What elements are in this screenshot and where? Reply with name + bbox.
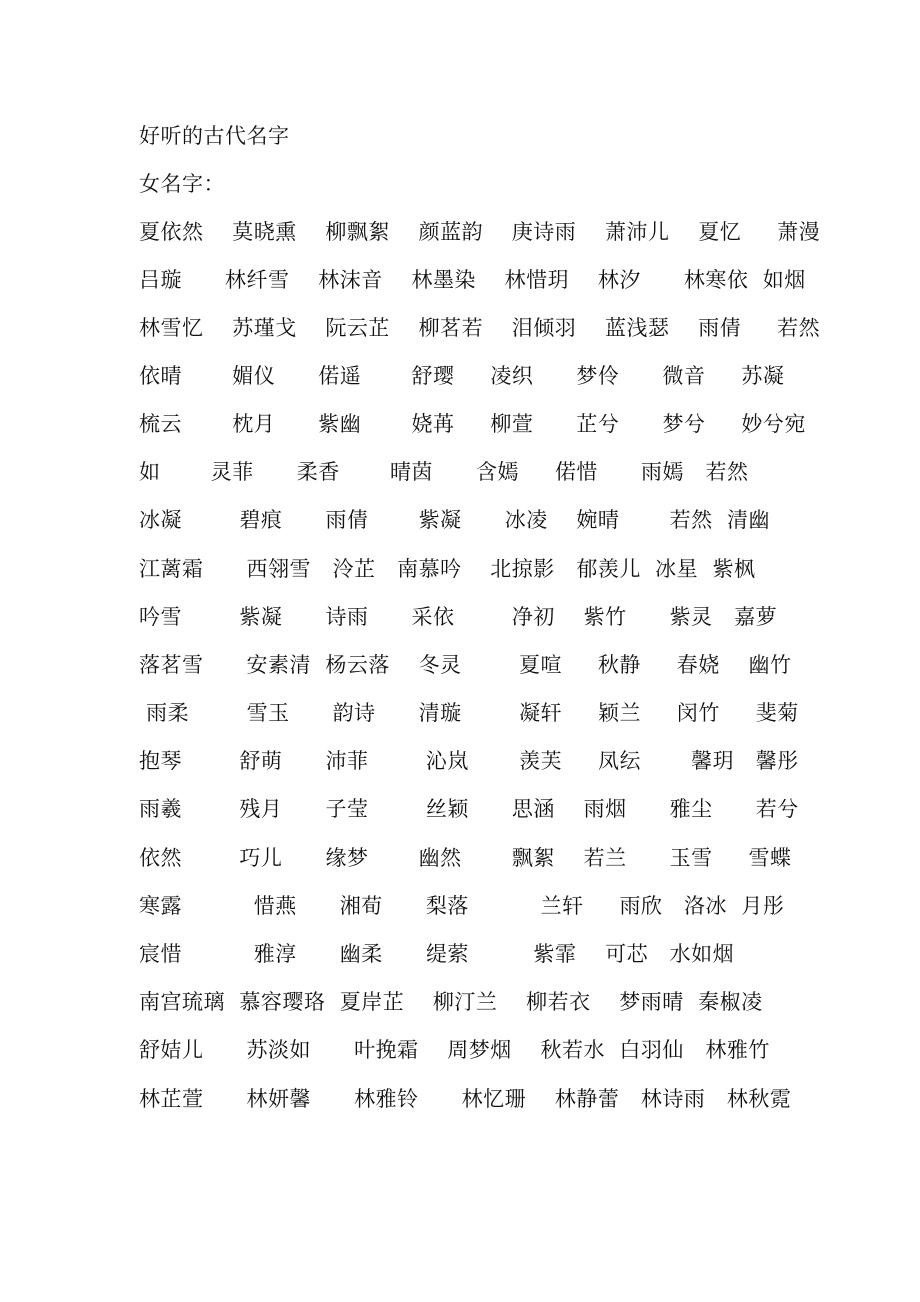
names-line-8: 江蓠霜 西翎雪 泠芷 南慕吟 北掠影 郁羡儿 冰星 紫枫 xyxy=(139,557,756,581)
names-line-5: 梳云 枕月 紫幽 娆苒 柳萱 芷兮 梦兮 妙兮宛 xyxy=(139,412,806,436)
names-line-12: 抱琴 舒萌 沛菲 沁岚 羡芙 凤纭 馨玥 馨彤 xyxy=(139,749,799,773)
names-line-3: 林雪忆 苏瑾戈 阮云芷 柳茗若 泪倾羽 蓝浅瑟 雨倩 若然 xyxy=(139,316,821,340)
names-line-15: 寒露 惜燕 湘荀 梨落 兰轩 雨欣 洛冰 月彤 xyxy=(139,894,785,918)
names-line-4: 依晴 媚仪 偌遥 舒璎 凌织 梦伶 微音 苏凝 xyxy=(139,364,785,388)
names-line-19: 林芷萱 林妍馨 林雅铃 林忆珊 林静蕾 林诗雨 林秋霓 xyxy=(139,1087,792,1111)
names-line-16: 宸惜 雅淳 幽柔 缇萦 紫霏 可芯 水如烟 xyxy=(139,942,735,966)
names-line-9: 吟雪 紫凝 诗雨 采依 净初 紫竹 紫灵 嘉萝 xyxy=(139,605,778,629)
names-line-13: 雨羲 残月 子莹 丝颖 思涵 雨烟 雅尘 若兮 xyxy=(139,797,799,821)
section-heading: 女名字： xyxy=(139,172,225,196)
names-line-7: 冰凝 碧痕 雨倩 紫凝 冰凌 婉晴 若然 清幽 xyxy=(139,508,771,532)
names-line-6: 如 灵菲 柔香 晴茵 含嫣 偌惜 雨嫣 若然 xyxy=(139,460,749,484)
names-line-10: 落茗雪 安素清 杨云落 冬灵 夏喧 秋静 春娆 幽竹 xyxy=(139,653,792,677)
names-line-18: 舒姞儿 苏淡如 叶挽霜 周梦烟 秋若水 白羽仙 林雅竹 xyxy=(139,1038,770,1062)
names-line-17: 南宫琉璃 慕容璎珞 夏岸芷 柳汀兰 柳若衣 梦雨晴 秦椒凌 xyxy=(139,990,763,1014)
document-title: 好听的古代名字 xyxy=(139,124,290,148)
names-line-11: 雨柔 雪玉 韵诗 清璇 凝轩 颖兰 闵竹 斐菊 xyxy=(139,701,799,725)
names-line-14: 依然 巧儿 缘梦 幽然 飘絮 若兰 玉雪 雪蝶 xyxy=(139,846,792,870)
names-line-2: 吕璇 林纤雪 林沫音 林墨染 林惜玥 林汐 林寒依 如烟 xyxy=(139,268,806,292)
names-line-1: 夏依然 莫晓熏 柳飘絮 颜蓝韵 庚诗雨 萧沛儿 夏忆 萧漫 xyxy=(139,220,821,244)
